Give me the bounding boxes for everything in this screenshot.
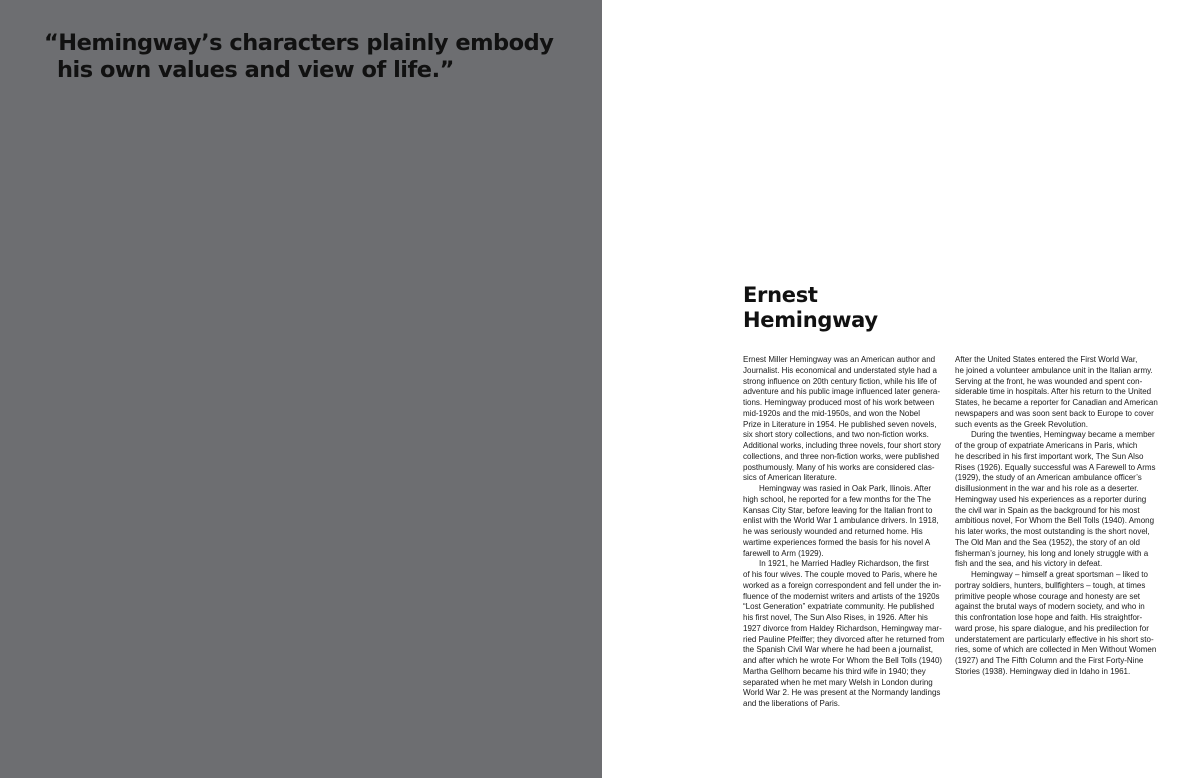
body-text-line: he was seriously wounded and returned home. His: [743, 527, 923, 536]
body-text-line: understatement are particularly effective in his short sto-: [955, 634, 1154, 644]
body-text-line: Additional works, including three novels, four short story: [743, 441, 941, 450]
body-text-line: sics of American literature.: [743, 473, 837, 483]
article-title-line: Ernest: [743, 283, 818, 307]
body-text-line: ries, some of which are collected in Men Without Women: [955, 645, 1157, 655]
body-text-line: his later works, the most outstanding is the short novel,: [955, 527, 1150, 536]
body-text-line: he joined a volunteer ambulance unit in the Italian army.: [955, 365, 1153, 375]
body-text-line: Kansas City Star, before leaving for the Italian front to: [743, 505, 933, 515]
pull-quote-line: his own values and view of life.”: [57, 57, 454, 83]
body-text-line: worked as a foreign correspondent and fell under the in-: [743, 580, 942, 590]
body-text-line: ward prose, his spare dialogue, and his predilection for: [955, 623, 1149, 633]
body-text-line: adventure and his public image influenced later genera-: [743, 387, 941, 397]
body-text-line: separated when he met mary Welsh in London during: [743, 677, 933, 687]
body-text-line: wartime experiences formed the basis for his novel A: [743, 537, 931, 547]
body-column-right: [955, 355, 1165, 678]
body-text-line: (1927) and The Fifth Column and the First Forty-Nine: [955, 656, 1144, 665]
body-text-line: the Spanish Civil War where he had been a journalist,: [743, 645, 934, 655]
body-text-line: ambitious novel, For Whom the Bell Tolls (1940). Among: [955, 516, 1155, 526]
body-text-line: strong influence on 20th century fiction, while his life of: [743, 376, 937, 386]
body-text-line: Hemingway used his experiences as a reporter during: [955, 494, 1147, 504]
body-text-line: fish and the sea, and his victory in defeat.: [955, 559, 1103, 569]
body-text-line: the civil war in Spain as the background for his most: [955, 505, 1140, 515]
article-title-line: Hemingway: [743, 307, 878, 332]
body-text-line: mid-1920s and the mid-1950s, and won the Nobel: [743, 408, 920, 418]
body-text-line: and the liberations of Paris.: [743, 699, 840, 708]
body-text-line: Stories (1938). Hemingway died in Idaho in 1961.: [955, 666, 1131, 676]
body-text-line: of the group of expatriate Americans in Paris, which: [955, 441, 1138, 450]
right-page: [602, 0, 1200, 778]
body-text-line: newspapers and was soon sent back to Europe to cover: [955, 408, 1154, 418]
body-text-line: (1929), the study of an American ambulance officer’s: [955, 473, 1142, 483]
body-text-line: ried Pauline Pfeiffer; they divorced after he returned from: [743, 634, 945, 644]
body-text-line: After the United States entered the First World War,: [955, 355, 1138, 364]
body-text-line: portray soldiers, hunters, bullfighters – tough, at times: [955, 580, 1146, 590]
pull-quote-line: “Hemingway’s characters plainly embody: [44, 30, 554, 56]
body-text-line: Hemingway was rasied in Oak Park, Ilinois. After: [759, 484, 932, 493]
body-text-line: In 1921, he Married Hadley Richardson, the first: [759, 559, 929, 569]
body-text-line: fluence of the modernist writers and artists of the 1920s: [743, 591, 940, 601]
body-text-line: collections, and three non-fiction works, were published: [743, 451, 940, 461]
body-text-line: posthumously. Many of his works are considered clas-: [743, 462, 935, 472]
body-text-line: World War 2. He was present at the Normandy landings: [743, 688, 941, 698]
body-text-line: 1927 divorce from Haldey Richardson, Hemingway mar-: [743, 623, 942, 633]
body-text-line: During the twenties, Hemingway became a member: [971, 430, 1155, 440]
body-text-line: States, he became a reporter for Canadian and American: [955, 398, 1158, 407]
body-text-line: his first novel, The Sun Also Rises, in 1926. After his: [743, 613, 928, 622]
body-text-line: primitive people whose courage and honesty are set: [955, 591, 1140, 601]
body-text-line: Hemingway – himself a great sportsman – liked to: [971, 570, 1148, 579]
body-text-line: enlist with the World War 1 ambulance drivers. In 1918,: [743, 516, 939, 526]
body-text-line: this confrontation lose hope and faith. His straightfor-: [955, 613, 1143, 622]
body-text-line: “Lost Generation” expatriate community. He published: [743, 602, 935, 612]
body-text-line: Prize in Literature in 1954. He published seven novels,: [743, 419, 937, 429]
body-text-line: he described in his first important work, The Sun Also: [955, 451, 1144, 461]
body-text-line: high school, he reported for a few months for the The: [743, 494, 931, 504]
body-text-line: Journalist. His economical and understated style had a: [743, 365, 937, 375]
body-text-line: Rises (1926). Equally successful was A Farewell to Arms: [955, 462, 1156, 472]
body-text-line: tions. Hemingway produced most of his work between: [743, 398, 935, 407]
body-text-line: Serving at the front, he was wounded and spent con-: [955, 376, 1143, 386]
body-text-line: such events as the Greek Revolution.: [955, 419, 1088, 429]
body-text-line: against the brutal ways of modern society, and who in: [955, 602, 1145, 612]
body-text-line: The Old Man and the Sea (1952), the story of an old: [955, 537, 1140, 547]
pull-quote: [44, 30, 584, 84]
body-column-left: [743, 355, 948, 710]
body-text-line: disillusionment in the war and his role as a deserter.: [955, 484, 1139, 493]
body-text-line: six short story collections, and two non-fiction works.: [743, 430, 929, 440]
body-text-line: fisherman’s journey, his long and lonely struggle with a: [955, 548, 1149, 558]
body-text-line: farewell to Arm (1929).: [743, 548, 824, 558]
body-text-line: siderable time in hospitals. After his return to the United: [955, 387, 1152, 397]
body-text-line: of his four wives. The couple moved to Paris, where he: [743, 570, 938, 579]
body-text-line: Ernest Miller Hemingway was an American author and: [743, 355, 936, 364]
article-title: [743, 283, 878, 332]
body-text-line: and after which he wrote For Whom the Bell Tolls (1940): [743, 656, 943, 665]
body-text-line: Martha Gellhorn became his third wife in 1940; they: [743, 666, 926, 676]
